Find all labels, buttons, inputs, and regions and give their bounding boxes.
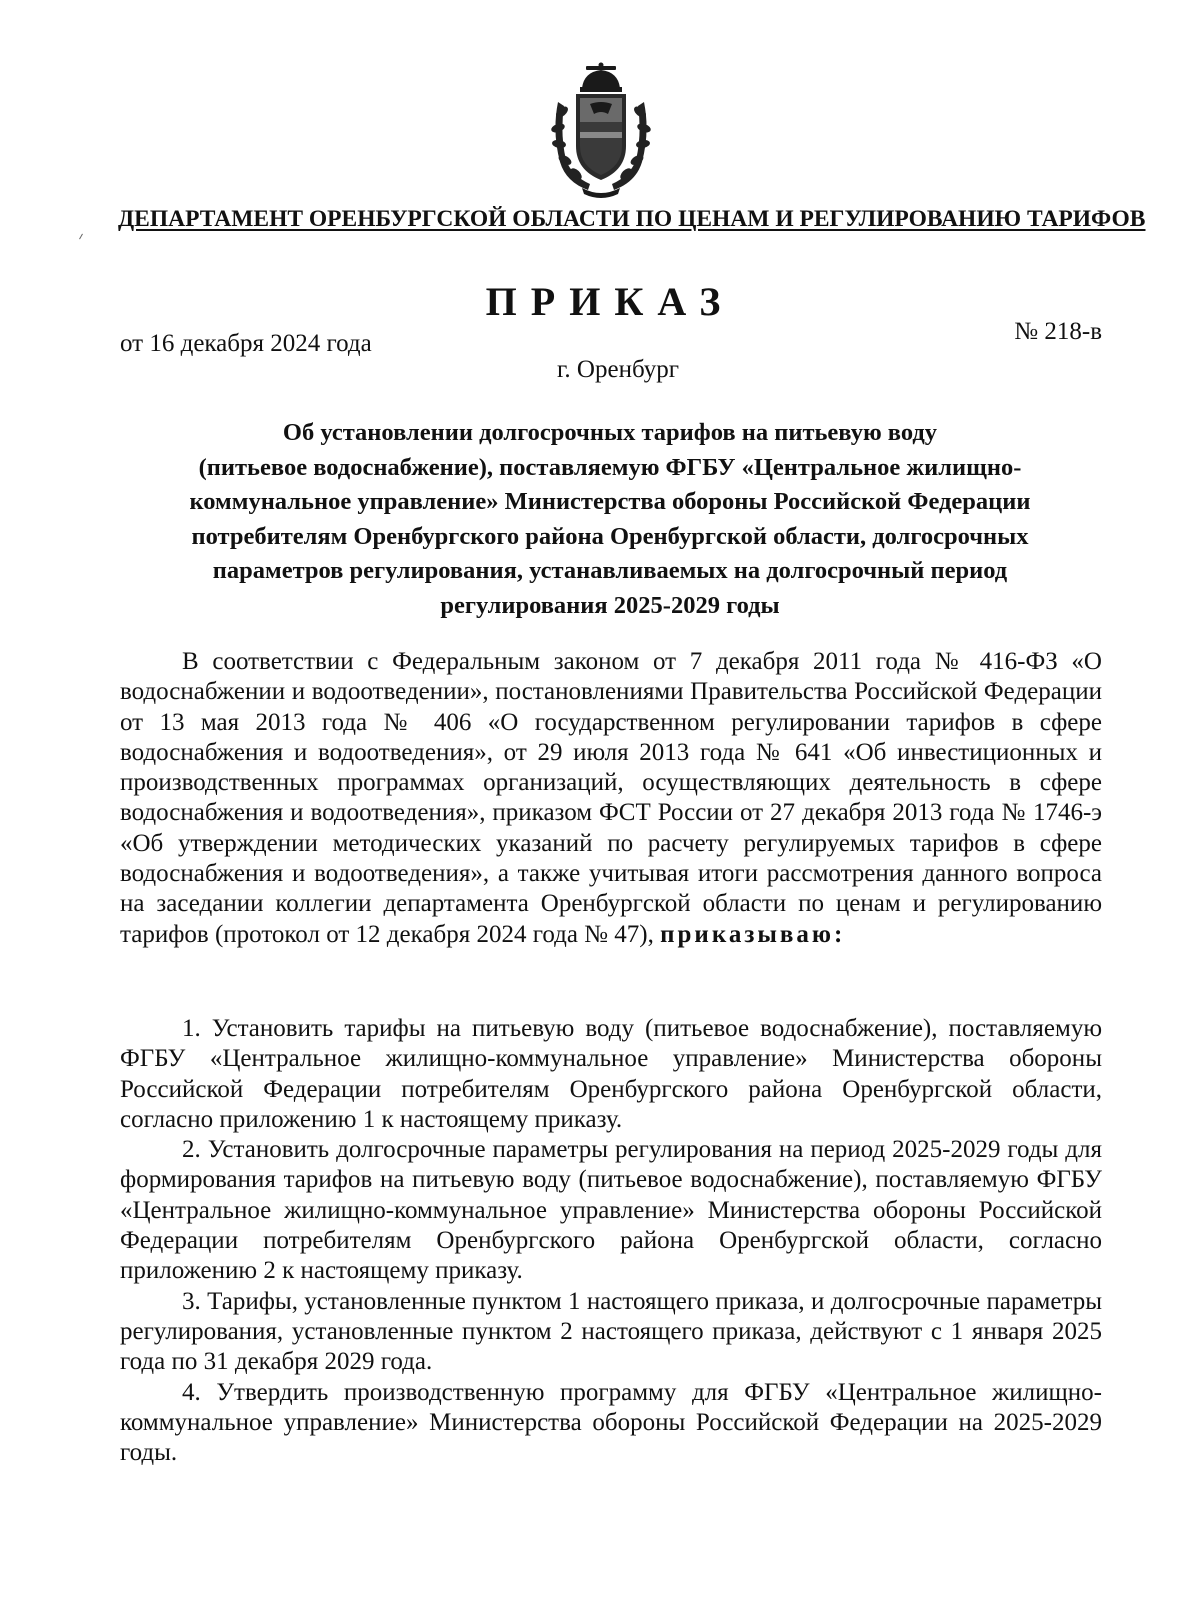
order-item-1: 1. Установить тарифы на питьевую воду (питьевое водоснабжение), поставляемую ФГБУ «Центральное жилищно-коммунальное управление» Министерства обороны Российской Федерации потребителям Оренбургского района Оренбургской области, согласно приложению 1 к настоящему приказу. (120, 1015, 1102, 1133)
order-items (120, 1014, 1102, 1468)
order-item-3: 3. Тарифы, установленные пунктом 1 настоящего приказа, и долгосрочные параметры регулирования, установленные пунктом 2 настоящего приказа, действуют с 1 января 2025 года по 31 декабря 2029 года. (120, 1287, 1102, 1376)
department-name: ДЕПАРТАМЕНТ ОРЕНБУРГСКОЙ ОБЛАСТИ ПО ЦЕНАМ И РЕГУЛИРОВАНИЮ ТАРИФОВ (118, 206, 1146, 232)
decree-word: приказываю: (660, 920, 846, 948)
scan-speck (79, 234, 83, 240)
subject-line: регулирования 2025-2029 годы (440, 591, 780, 619)
subject-line: коммунальное управление» Министерства обороны Российской Федерации (189, 488, 1031, 515)
subject-line: (питьевое водоснабжение), поставляемую ФГБУ «Центральное жилищно- (198, 453, 1022, 481)
order-item-2: 2. Установить долгосрочные параметры регулирования на период 2025-2029 годы для формирования тарифов на питьевую воду (питьевое водоснабжение), поставляемую ФГБУ «Центральное жилищно-коммунальное управление» Министерства обороны Российской Федерации потребителям Оренбургского района Оренбургской области, согласно приложению 2 к настоящему приказу. (120, 1136, 1102, 1285)
order-city: г. Оренбург (557, 356, 679, 383)
preamble-text: В соответствии с Федеральным законом от 7 декабря 2011 года № 416-ФЗ «О водоснабжении и водоотведении», постановлениями Правительства Российской Федерации от 13 мая 2013 года № 406 «О государственном регулировании тарифов в сфере водоснабжения и водоотведения», от 29 июля 2013 года № 641 «Об инвестиционных и производственных программах организаций, осуществляющих деятельность в сфере водоснабжения и водоотведения», приказом ФСТ России от 27 декабря 2013 года № 1746-э «Об утверждении методических указаний по расчету регулируемых тарифов в сфере водоснабжения и водоотведения», а также учитывая итоги рассмотрения данного вопроса на заседании коллегии департамента Оренбургской области по ценам и регулированию тарифов (протокол от 12 декабря 2024 года № 47), (120, 648, 1102, 948)
subject-line: потребителям Оренбургского района Оренбургской области, долгосрочных (191, 522, 1029, 550)
subject-line: Об установлении долгосрочных тарифов на питьевую воду (282, 419, 938, 446)
preamble (120, 647, 1102, 950)
order-title: ПРИКАЗ (485, 279, 735, 324)
order-subject (120, 416, 1100, 623)
order-item-4: 4. Утвердить производственную программу для ФГБУ «Центральное жилищно-коммунальное управление» Министерства обороны Российской Федерации на 2025-2029 годы. (120, 1378, 1102, 1467)
order-number: № 218-в (1014, 318, 1102, 345)
order-date: от 16 декабря 2024 года (120, 330, 372, 357)
coat-of-arms-icon (548, 62, 654, 202)
preamble-paragraph (120, 647, 1102, 950)
subject-line: параметров регулирования, устанавливаемых на долгосрочный период (212, 557, 1008, 584)
